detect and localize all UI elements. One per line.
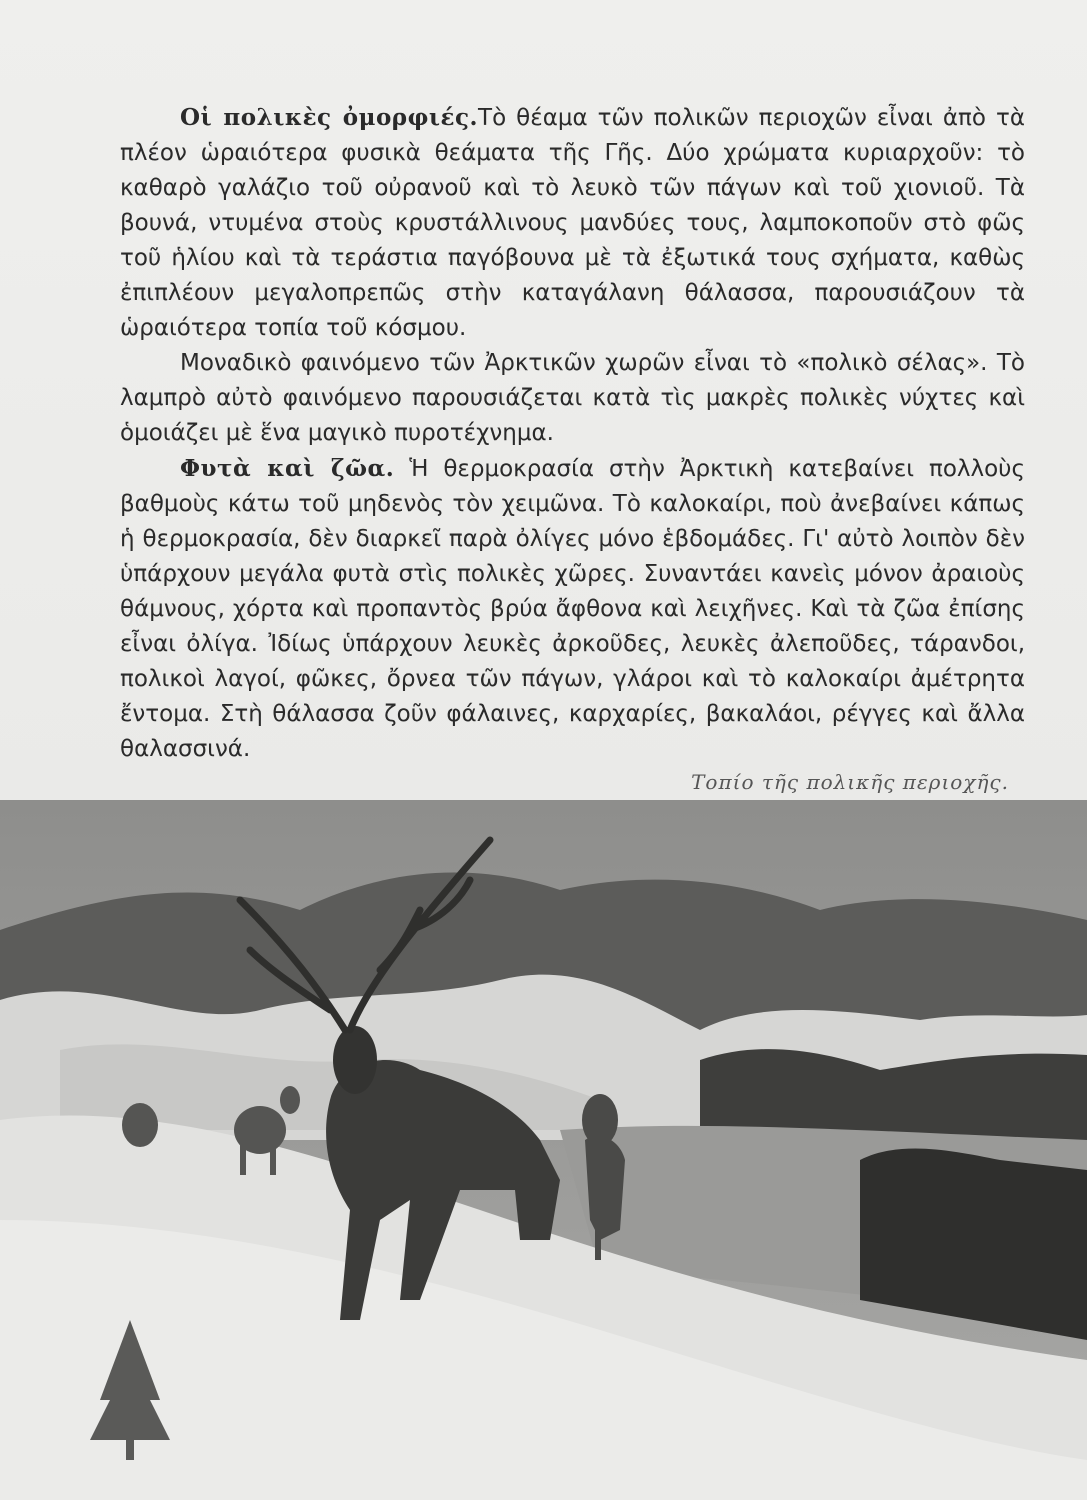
paragraph-text: Τὸ θέαμα τῶν πολικῶν περιοχῶν εἶναι ἀπὸ τὰ πλέον ὡραιότερα φυσικὰ θεάματα τῆς Γῆς. Δύο χρώματα κυριαρχοῦν: τὸ καθαρὸ γαλάζιο τοῦ οὐρανοῦ καὶ τὸ λευκὸ τῶν πάγων καὶ τοῦ χιονιοῦ. Τὰ βουνά, ντυμένα στοὺς κρυστάλλινους μανδύες τους, λαμποκοποῦν στὸ φῶς τοῦ ἡλίου καὶ τὰ τεράστια παγόβουνα μὲ τὰ ἐξωτικά τους σχήματα, καθὼς ἐπιπλέουν μεγαλοπρεπῶς στὴν καταγάλανη θάλασσα, παρουσιάζουν τὰ ὡραιότερα τοπία τοῦ κόσμου.	[120, 105, 1025, 341]
polar-landscape-illustration	[0, 800, 1087, 1500]
paragraph-lead: Οἱ πολικὲς ὀμορφιές.	[180, 104, 479, 131]
paragraph-aurora	[120, 346, 1025, 451]
paragraph-polar-beauty	[120, 100, 1025, 346]
landscape-drawing	[0, 800, 1087, 1500]
paragraph-plants-animals	[120, 451, 1025, 767]
paragraph-text: Μοναδικὸ φαινόμενο τῶν Ἀρκτικῶν χωρῶν εἶναι τὸ «πολικὸ σέλας». Τὸ λαμπρὸ αὐτὸ φαινόμενο παρουσιάζεται κατὰ τὶς μακρὲς πολικὲς νύχτες καὶ ὁμοιάζει μὲ ἕνα μαγικὸ πυροτέχνημα.	[120, 350, 1025, 446]
paragraph-text: Ἡ θερμοκρασία στὴν Ἀρκτικὴ κατεβαίνει πολλοὺς βαθμοὺς κάτω τοῦ μηδενὸς τὸν χειμῶνα. Τὸ καλοκαίρι, ποὺ ἀνεβαίνει κάπως ἡ θερμοκρασία, δὲν διαρκεῖ παρὰ ὀλίγες μόνο ἑβδομάδες. Γι' αὐτὸ λοιπὸν δὲν ὑπάρχουν μεγάλα φυτὰ στὶς πολικὲς χῶρες. Συναντάει κανεὶς μόνον ἀραιοὺς θάμνους, χόρτα καὶ προπαντὸς βρύα ἄφθονα καὶ λειχῆνες. Καὶ τὰ ζῶα ἐπίσης εἶναι ὀλίγα. Ἰδίως ὑπάρχουν λευκὲς ἀρκοῦδες, λευκὲς ἀλεποῦδες, τάρανδοι, πολικοὶ λαγοί, φῶκες, ὄρνεα τῶν πάγων, γλάροι καὶ τὸ καλοκαίρι ἀμέτρητα ἔντομα. Στὴ θάλασσα ζοῦν φάλαινες, καρχαρίες, βακαλάοι, ρέγγες καὶ ἄλλα θαλασσινά.	[120, 456, 1025, 762]
paragraph-lead: Φυτὰ καὶ ζῶα.	[180, 455, 395, 482]
illustration-caption: Τοπίο τῆς πολικῆς περιοχῆς.	[691, 770, 1009, 794]
text-block	[120, 100, 1025, 767]
